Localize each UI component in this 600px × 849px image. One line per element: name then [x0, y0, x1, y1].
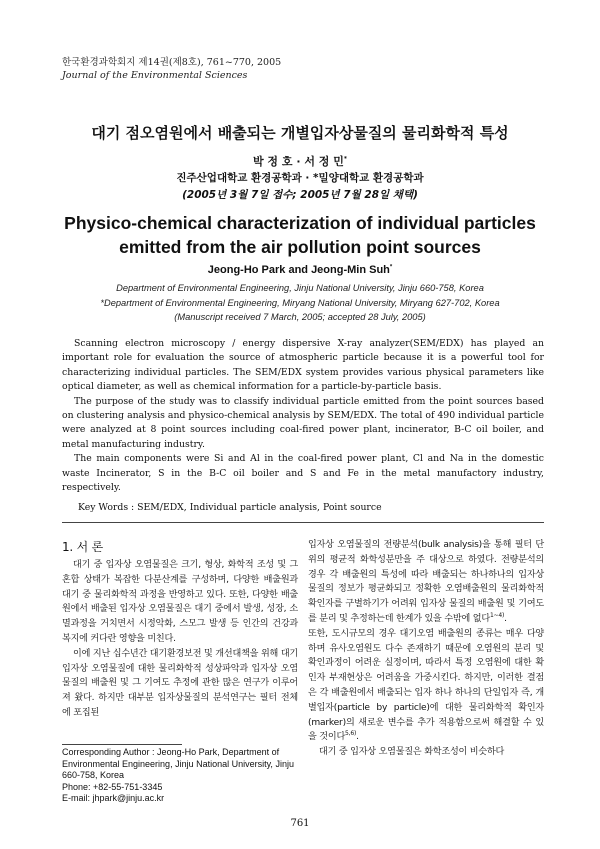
journal-header — [62, 56, 281, 82]
title-english-line1: Physico-chemical characterization of individual particles — [64, 213, 536, 233]
correspondence-email: E-mail: jhpark@jinju.ac.kr — [62, 793, 165, 804]
title-korean: 대기 점오염원에서 배출되는 개별입자상물질의 물리화학적 특성 — [91, 124, 509, 142]
authors-english — [0, 264, 600, 276]
body-paragraph — [308, 627, 544, 745]
abstract — [62, 337, 544, 495]
authors-korean-names: 박 정 호 · 서 정 민 — [252, 155, 344, 168]
page-number: 761 — [290, 818, 310, 829]
citation-ref: 1~4) — [489, 611, 505, 619]
body-text-end: . — [356, 732, 359, 743]
authors-english-names: Jeong-Ho Park and Jeong-Min Suh — [207, 264, 390, 276]
citation-ref: 5,6) — [345, 730, 357, 738]
left-column — [62, 538, 298, 721]
body-text: 또한, 도시규모의 경우 대기오염 배출원의 종류는 매우 다양하며 유사오염원도 다수 존재하기 때문에 오염원의 분리 및 확인과정이 어려운 실정이며, 따라서 특정 오염원에 대한 확인자 부재현상은 어려움을 가중시킨다. 하지만, 이러한 결점은 각 배출원에서 배출되는 입자 하나 하나의 단일입자 즉, 개별입자(particle by particle)에 대한 물리화학적 확인자(marker)의 새로운 변수를 추가 적용함으로써 해결할 수 있을 것이다 — [308, 628, 544, 743]
affiliation-korean: 진주산업대학교 환경공학과 · *밀양대학교 환경공학과 — [176, 172, 424, 184]
body-paragraph: 대기 중 입자상 오염물질은 화학조성이 비슷하다 — [319, 747, 505, 758]
correspondence — [62, 747, 298, 805]
journal-citation: 한국환경과학회지 제14권(제8호), 761~770, 2005 — [62, 57, 282, 68]
body-text-end: . — [504, 613, 507, 624]
abstract-paragraph: Scanning electron microscopy / energy dispersive X-ray analyzer(SEM/EDX) has played an important role for evaluation the source of atmospheric particle because it is a powerful tool for characterizing individual particles. The SEM/EDX system provides various physical parameters like optical diameter, as well as chemical information for a particle-by-particle basis. — [62, 338, 544, 393]
dates-korean: (2005년 3월 7일 접수; 2005년 7월 28일 채택) — [182, 189, 418, 201]
affiliation-english-1: Department of Environmental Engineering, Jinju National University, Jinju 660-758, Korea — [116, 283, 484, 293]
footnote-divider — [62, 744, 182, 745]
title-english-line2: emitted from the air pollution point sources — [119, 237, 481, 257]
section-heading: 1. 서 론 — [62, 540, 104, 554]
abstract-paragraph: The purpose of the study was to classify individual particle emitted from the point sources based on clustering analysis and physico-chemical analysis by SEM/EDX. The total of 490 individual particle were analyzed at 8 point sources including coal-fired power plant, incinerator, B-C oil boiler, and metal manufacturing industry. — [62, 395, 544, 450]
body-paragraph: 이에 지난 십수년간 대기환경보전 및 개선대책을 위해 대기 입자상 오염물질에 대한 물리화학적 성상파악과 입자상 오염물질의 배출원 및 그 기여도 추정에 관한 많은 연구가 이루어져 왔다. 하지만 대부분 입자상물질의 분석연구는 필터 전체에 포집된 — [62, 648, 298, 718]
authors-korean-mark: * — [343, 155, 348, 163]
body-paragraph: 대기 중 입자상 오염물질은 크기, 형상, 화학적 조성 및 그 혼합 상태가 복잡한 다분산계를 구성하며, 다양한 배출원과 대기 중 물리화학적 과정을 반영하고 있다. 또한, 다양한 배출원에서 배출된 입자상 오염물질은 대기 중에서 발생, 성장, 소멸과정을 거치면서 시정악화, 스모그 발생 등 인간의 건강과 복지에 커다란 영향을 미친다. — [62, 560, 298, 644]
authors-korean — [0, 153, 600, 169]
divider — [62, 522, 544, 523]
right-column — [308, 538, 544, 760]
affiliation-english-2: *Department of Environmental Engineering, Miryang National University, Miryang 627-702, Korea — [100, 297, 500, 308]
body-paragraph — [308, 538, 544, 627]
journal-name: Journal of the Environmental Sciences — [62, 70, 248, 81]
abstract-paragraph: The main components were Si and Al in the coal-fired power plant, Cl and Na in the domestic waste Incinerator, S in the B-C oil boiler and S and Fe in the metal manufactory industry, respectively. — [62, 453, 544, 494]
authors-english-mark: * — [389, 264, 393, 271]
correspondence-phone: Phone: +82-55-751-3345 — [62, 781, 163, 792]
keywords: Key Words : SEM/EDX, Individual particle analysis, Point source — [78, 502, 382, 513]
title-english — [0, 211, 600, 259]
affiliation-english — [0, 281, 600, 325]
correspondence-author: Corresponding Author : Jeong-Ho Park, Department of Environmental Engineering, Jinju National University, Jinju 660-758, Korea — [62, 747, 294, 781]
body-text: 입자상 오염물질의 전량분석(bulk analysis)을 통해 필터 단위의 평균적 화학성분만을 주 대상으로 하였다. 전량분석의 경우 각 배출원의 특성에 따라 배출되는 하나하나의 입자상 물질의 정보가 평균화되고 정확한 오염배출원의 물리화학적 확인자를 구별하기가 어려워 입자상 물질의 배출원 및 기여도를 분리 및 추정하는데 한계가 있을 수밖에 없다 — [308, 540, 544, 624]
manuscript-dates: (Manuscript received 7 March, 2005; accepted 28 July, 2005) — [174, 312, 426, 322]
